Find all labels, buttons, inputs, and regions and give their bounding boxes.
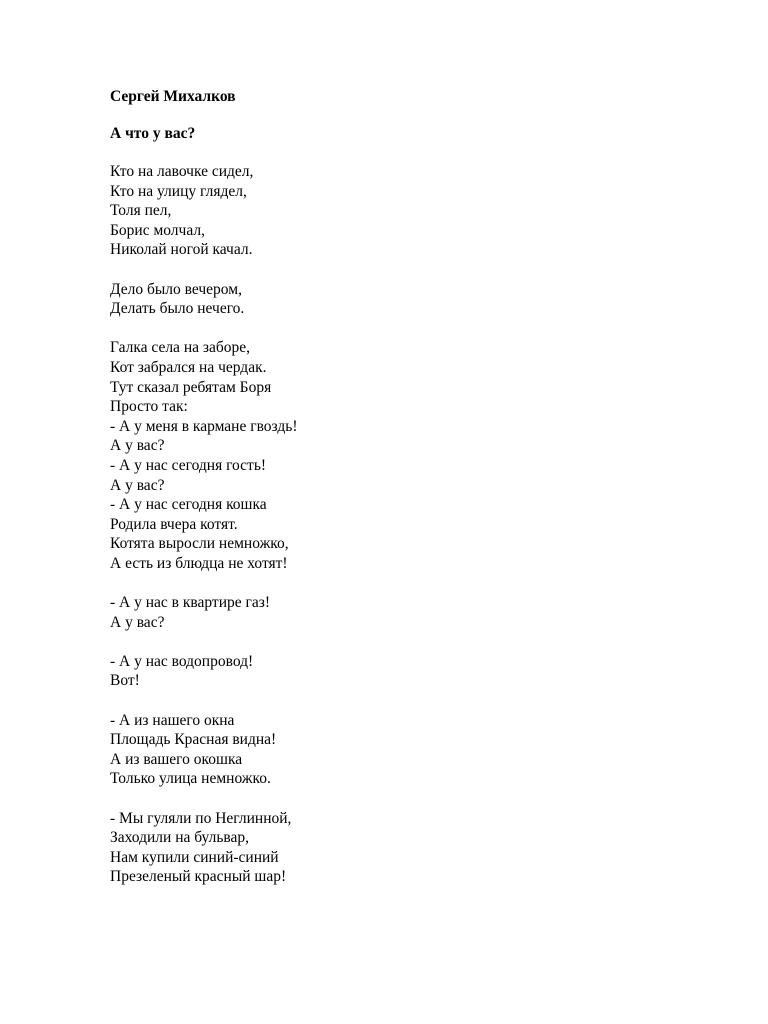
poem-line: Родила вчера котят. [110,515,238,533]
poem-line: Нам купили синий-синий [110,848,279,866]
poem-line: А у вас? [110,476,165,494]
poem-line: А у вас? [110,613,165,631]
poem-line: А у вас? [110,437,165,455]
poem-line: - А из нашего окна [110,711,235,729]
author-name: Сергей Михалков [110,88,236,105]
poem-line: А из вашего окошка [110,750,243,768]
poem-stanza [110,593,298,632]
poem-line: Презеленый красный шар! [110,868,287,886]
poem-line: Вот! [110,672,140,690]
poem-line: - А у нас водопровод! [110,652,254,670]
poem-line: Галка села на заборе, [110,339,251,357]
poem-stanza [110,809,298,887]
poem-line: Делать было нечего. [110,300,245,318]
poem-line: - А у меня в кармане гвоздь! [110,417,298,435]
poem-line: - А у нас сегодня кошка [110,496,267,514]
poem-stanza [110,162,298,260]
poem-line: - А у нас сегодня гость! [110,456,267,474]
poem-stanza [110,338,298,573]
poem-line: - Мы гуляли по Неглинной, [110,809,292,827]
poem-stanza [110,280,298,319]
poem-line: Кот забрался на чердак. [110,358,267,376]
poem-line: Заходили на бульвар, [110,829,250,847]
poem-line: Площадь Красная видна! [110,731,277,749]
poem-line: Николай ногой качал. [110,241,253,259]
poem-line: Дело было вечером, [110,280,242,298]
poem-line: - А у нас в квартире газ! [110,594,271,612]
poem-line: Толя пел, [110,202,172,220]
poem-line: Кто на улицу глядел, [110,182,247,200]
poem-line: Борис молчал, [110,221,205,239]
poem-body [110,162,298,907]
poem-line: Тут сказал ребятам Боря [110,378,272,396]
poem-line: Котята выросли немножко, [110,535,289,553]
poem-line: А есть из блюдца не хотят! [110,554,288,572]
poem-stanza [110,711,298,789]
poem-line: Только улица немножко. [110,770,271,788]
poem-line: Кто на лавочке сидел, [110,163,254,180]
poem-stanza [110,652,298,691]
poem-line: Просто так: [110,398,188,416]
poem-title: А что у вас? [110,125,196,142]
